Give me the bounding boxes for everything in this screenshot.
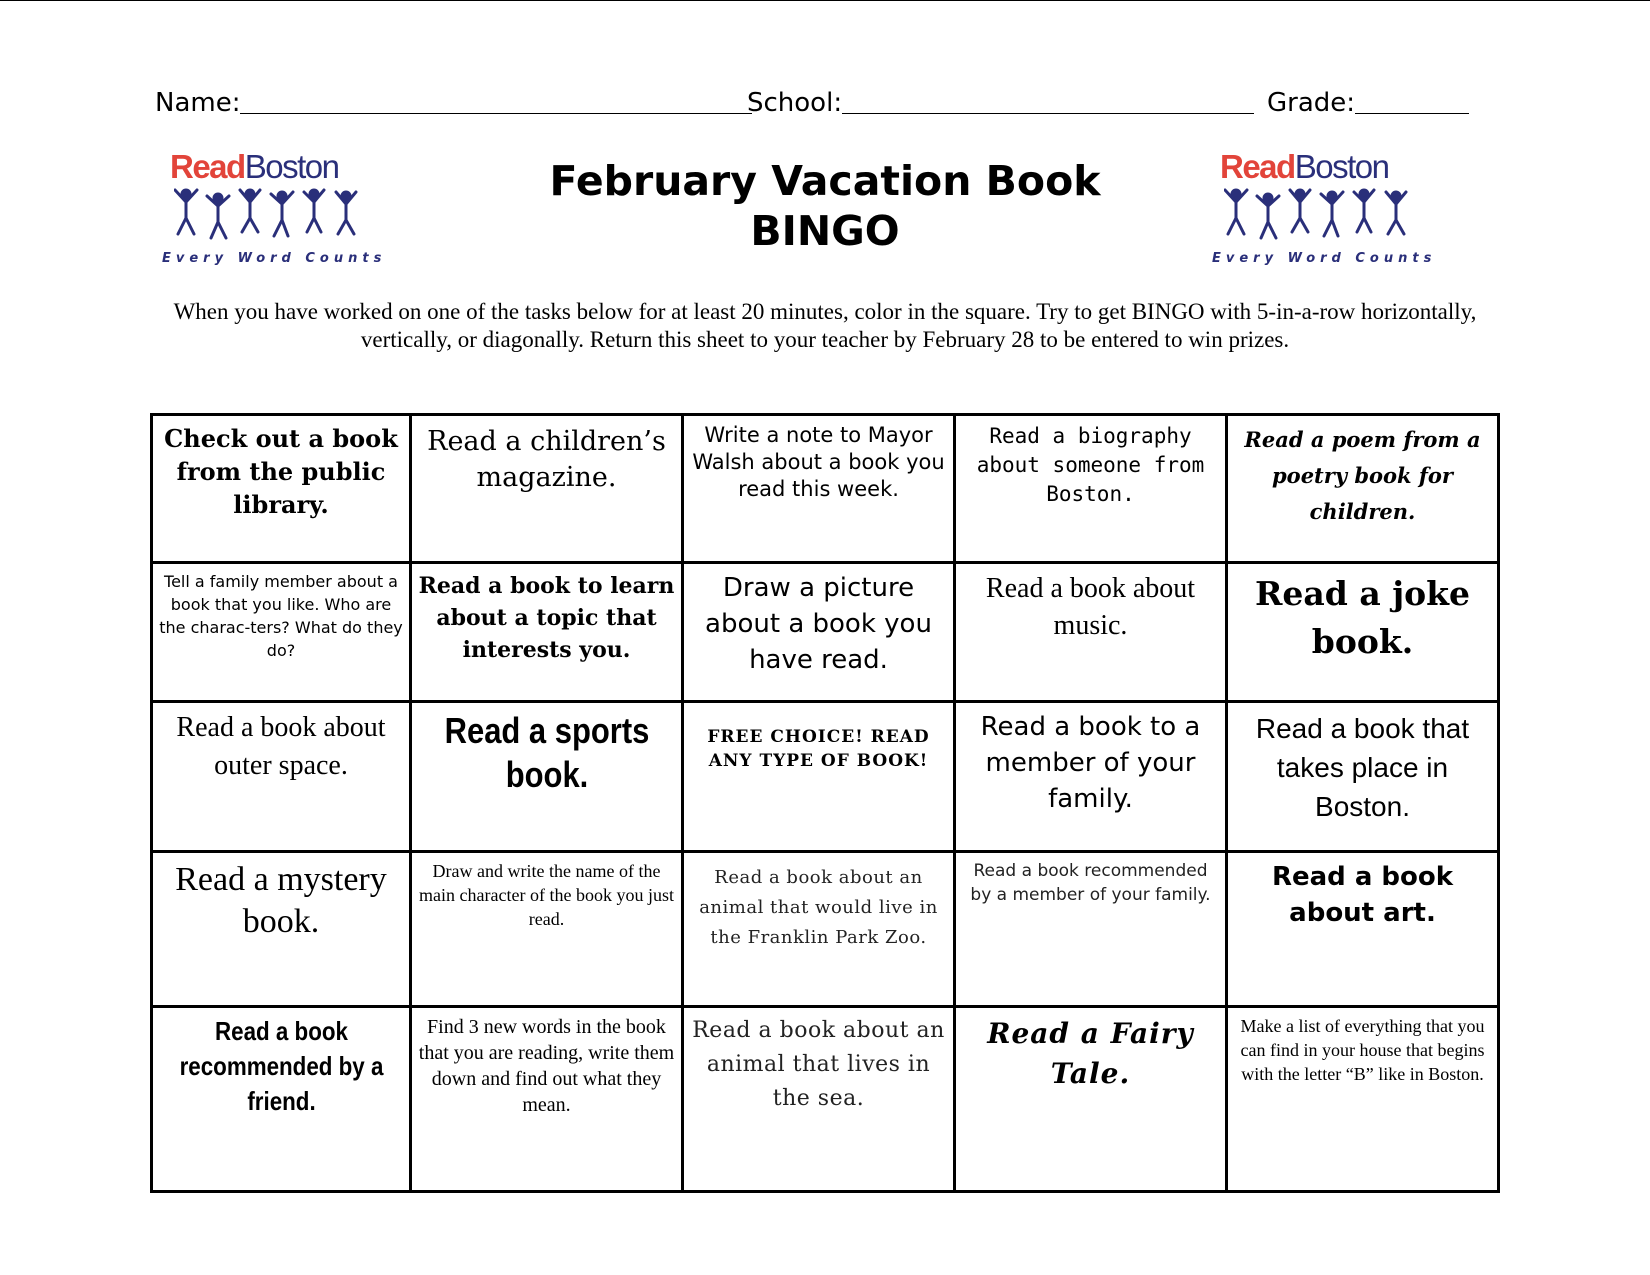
name-line[interactable] bbox=[240, 83, 752, 114]
school-field[interactable] bbox=[747, 78, 1254, 118]
bingo-square[interactable] bbox=[955, 702, 1227, 852]
school-label: School: bbox=[747, 88, 843, 118]
square-text: Read a book that takes place in Boston. bbox=[1255, 713, 1470, 822]
bingo-square[interactable] bbox=[152, 415, 411, 563]
square-text: Read a poem from a poetry book for children. bbox=[1244, 427, 1481, 524]
bingo-square[interactable] bbox=[152, 563, 411, 702]
square-text: Read a book recommended by a friend. bbox=[179, 1016, 383, 1116]
bingo-square[interactable] bbox=[955, 415, 1227, 563]
bingo-square[interactable] bbox=[170, 1007, 393, 1192]
square-text: Read a children’s magazine. bbox=[427, 426, 666, 493]
bingo-row bbox=[152, 702, 1499, 852]
bingo-square[interactable] bbox=[683, 1007, 955, 1192]
square-text: Read a biography about someone from Boston. bbox=[976, 424, 1205, 506]
name-field[interactable] bbox=[155, 78, 752, 118]
square-text: Read a book about art. bbox=[1271, 862, 1454, 928]
bingo-square[interactable] bbox=[683, 702, 955, 852]
square-text: Read a Fairy Tale. bbox=[987, 1017, 1194, 1090]
page-subtitle: BINGO bbox=[750, 207, 900, 255]
square-text: Find 3 new words in the book that you are reading, write them down and find out what they mean. bbox=[418, 1016, 675, 1116]
square-text: Read a joke book. bbox=[1254, 574, 1471, 661]
square-text: Tell a family member about a book that you like. Who are the charac-ters? What do they do? bbox=[159, 572, 403, 660]
square-text: Read a book about outer space. bbox=[176, 712, 386, 781]
bingo-square[interactable] bbox=[411, 1007, 683, 1192]
bingo-square[interactable] bbox=[683, 563, 955, 702]
grade-label: Grade: bbox=[1267, 88, 1356, 118]
logo-wordmark: ReadBoston bbox=[170, 148, 339, 185]
stick-figures-icon bbox=[1224, 188, 1414, 244]
page-title: February Vacation Book bbox=[549, 157, 1101, 205]
square-text: Read a book to a member of your family. bbox=[980, 712, 1201, 814]
top-border-line bbox=[0, 0, 1650, 1]
bingo-square[interactable] bbox=[411, 852, 683, 1007]
bingo-grid bbox=[150, 413, 1500, 1193]
bingo-square[interactable] bbox=[955, 563, 1227, 702]
instructions-text: When you have worked on one of the tasks below for at least 20 minutes, color in the square. Try to get BINGO with 5-in-a-row horizontally, vertically, or diagonally. Return this sheet to your teacher by February 28 to be entered to win prizes. bbox=[173, 299, 1477, 352]
square-text: Draw a picture about a book you have read. bbox=[705, 573, 932, 675]
logo-tagline: Every Word Counts bbox=[162, 251, 387, 266]
bingo-square[interactable] bbox=[683, 852, 955, 1007]
square-text: Draw and write the name of the main character of the book you just read. bbox=[419, 861, 674, 929]
bingo-square[interactable] bbox=[1227, 852, 1499, 1007]
square-text: Read a book about an animal that lives in the sea. bbox=[692, 1018, 945, 1111]
bingo-square[interactable] bbox=[1227, 702, 1499, 852]
readboston-logo-left bbox=[162, 148, 387, 268]
bingo-square[interactable] bbox=[955, 852, 1227, 1007]
student-info-fields bbox=[155, 78, 1505, 118]
bingo-square[interactable] bbox=[152, 852, 411, 1007]
bingo-square[interactable] bbox=[683, 415, 955, 563]
square-text: Make a list of everything that you can find in your house that begins with the letter “B” like in Boston. bbox=[1240, 1016, 1485, 1084]
square-text: FREE CHOICE! READ ANY TYPE OF BOOK! bbox=[707, 727, 930, 771]
readboston-logo-right bbox=[1212, 148, 1437, 268]
bingo-square[interactable] bbox=[955, 1007, 1227, 1192]
square-text: Read a book about music. bbox=[985, 573, 1196, 641]
bingo-square[interactable] bbox=[1227, 1007, 1499, 1192]
grade-field[interactable] bbox=[1267, 78, 1469, 118]
logo-tagline: Every Word Counts bbox=[1212, 251, 1437, 266]
square-text: Read a mystery book. bbox=[175, 861, 387, 940]
bingo-square[interactable] bbox=[411, 563, 683, 702]
school-line[interactable] bbox=[842, 83, 1254, 114]
bingo-square[interactable] bbox=[411, 415, 683, 563]
bingo-row bbox=[152, 563, 1499, 702]
grade-line[interactable] bbox=[1355, 83, 1469, 114]
square-text: Read a book about an animal that would live in the Franklin Park Zoo. bbox=[699, 867, 938, 948]
stick-figures-icon bbox=[174, 188, 364, 244]
bingo-square[interactable] bbox=[1227, 563, 1499, 702]
square-text: Read a sports book. bbox=[444, 710, 649, 795]
square-text: Check out a book from the public library. bbox=[164, 424, 398, 519]
name-label: Name: bbox=[155, 88, 241, 118]
bingo-row bbox=[152, 852, 1499, 1007]
bingo-row bbox=[152, 415, 1499, 563]
bingo-square[interactable] bbox=[1227, 415, 1499, 563]
bingo-square[interactable] bbox=[152, 702, 411, 852]
bingo-row bbox=[152, 1007, 1499, 1192]
square-text: Write a note to Mayor Walsh about a book you read this week. bbox=[692, 423, 945, 501]
bingo-square[interactable] bbox=[430, 702, 664, 852]
logo-wordmark: ReadBoston bbox=[1220, 148, 1389, 185]
square-text: Read a book recommended by a member of your family. bbox=[970, 861, 1211, 905]
square-text: Read a book to learn about a topic that interests you. bbox=[418, 573, 675, 663]
